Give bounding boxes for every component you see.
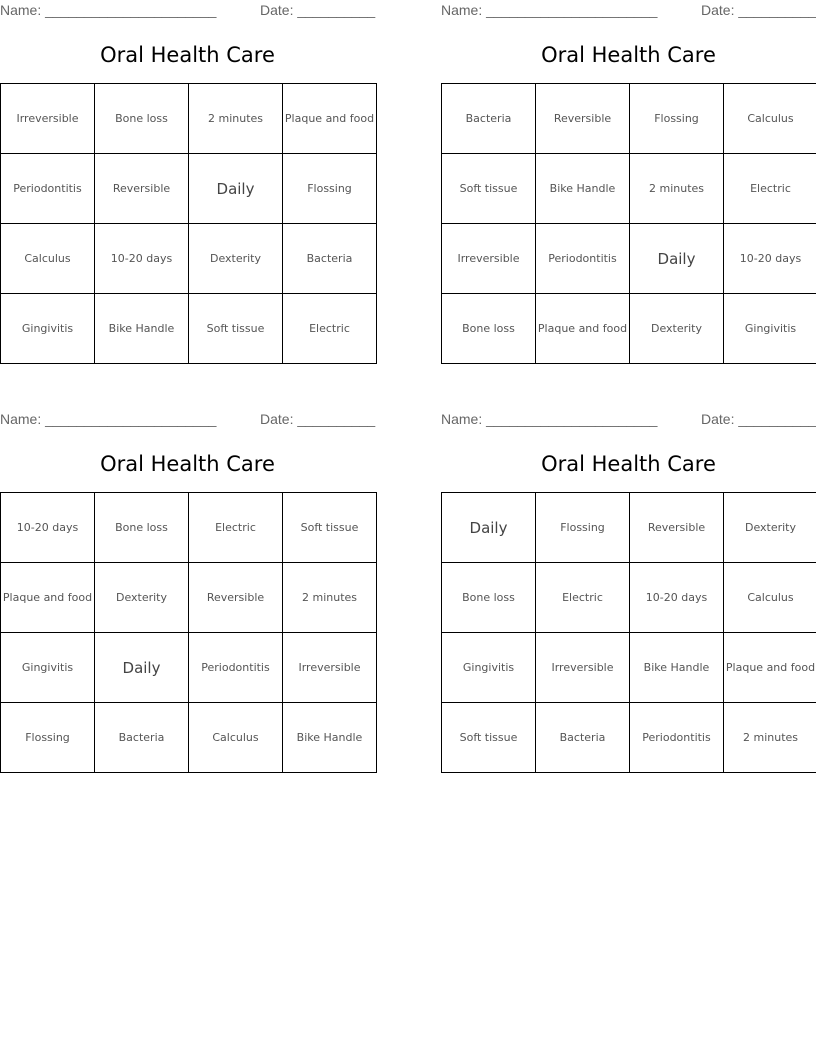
- grid-cell: Plaque and food: [536, 294, 630, 364]
- grid-cell: Irreversible: [1, 84, 95, 154]
- grid-cell: Daily: [189, 154, 283, 224]
- date-field[interactable]: Date: __________: [701, 411, 816, 427]
- grid-cell: Gingivitis: [442, 633, 536, 703]
- bingo-card-3: [0, 409, 376, 744]
- grid-cell: Daily: [442, 493, 536, 563]
- grid-cell: Periodontitis: [536, 224, 630, 294]
- grid-cell: Dexterity: [630, 294, 724, 364]
- grid-cell: Bacteria: [442, 84, 536, 154]
- grid-cell: Bacteria: [536, 703, 630, 773]
- grid-cell: Flossing: [630, 84, 724, 154]
- grid-cell: Bone loss: [442, 294, 536, 364]
- name-date-line: [441, 0, 816, 22]
- grid-cell: Gingivitis: [1, 633, 95, 703]
- grid-row: [1, 703, 377, 773]
- grid-cell: Daily: [95, 633, 189, 703]
- grid-row: [442, 633, 816, 703]
- grid-cell: Bike Handle: [283, 703, 377, 773]
- date-field[interactable]: Date: __________: [701, 2, 816, 18]
- name-field[interactable]: Name: ______________________: [0, 411, 217, 427]
- grid-cell: 10-20 days: [95, 224, 189, 294]
- card-title: Oral Health Care: [100, 43, 275, 67]
- grid-cell: Calculus: [1, 224, 95, 294]
- bingo-card-1: [0, 0, 376, 335]
- grid-cell: 2 minutes: [630, 154, 724, 224]
- grid-cell: 10-20 days: [724, 224, 816, 294]
- name-date-line: [441, 409, 816, 431]
- grid-cell: Calculus: [189, 703, 283, 773]
- grid-cell: Periodontitis: [630, 703, 724, 773]
- grid-cell: 2 minutes: [283, 563, 377, 633]
- grid-cell: 10-20 days: [630, 563, 724, 633]
- grid-row: [1, 633, 377, 703]
- grid-cell: Bike Handle: [95, 294, 189, 364]
- grid-cell: Soft tissue: [442, 703, 536, 773]
- grid-cell: Irreversible: [536, 633, 630, 703]
- grid-row: [442, 703, 816, 773]
- grid-row: [442, 84, 816, 154]
- grid-cell: Bike Handle: [536, 154, 630, 224]
- grid-cell: Periodontitis: [189, 633, 283, 703]
- grid-cell: Plaque and food: [283, 84, 377, 154]
- bingo-grid: [441, 83, 816, 364]
- grid-cell: Plaque and food: [724, 633, 816, 703]
- grid-row: [1, 224, 377, 294]
- grid-row: [442, 563, 816, 633]
- grid-cell: Daily: [630, 224, 724, 294]
- grid-cell: Bacteria: [95, 703, 189, 773]
- grid-cell: Gingivitis: [1, 294, 95, 364]
- grid-row: [442, 294, 816, 364]
- grid-row: [1, 294, 377, 364]
- bingo-grid: [0, 492, 377, 773]
- grid-cell: Soft tissue: [189, 294, 283, 364]
- grid-cell: Bacteria: [283, 224, 377, 294]
- grid-cell: Irreversible: [442, 224, 536, 294]
- grid-cell: Reversible: [630, 493, 724, 563]
- card-title: Oral Health Care: [100, 452, 275, 476]
- grid-row: [442, 493, 816, 563]
- bingo-card-2: [441, 0, 816, 335]
- grid-cell: Dexterity: [95, 563, 189, 633]
- grid-cell: Bone loss: [442, 563, 536, 633]
- grid-row: [1, 84, 377, 154]
- grid-cell: Reversible: [189, 563, 283, 633]
- grid-cell: Plaque and food: [1, 563, 95, 633]
- grid-row: [1, 563, 377, 633]
- date-field[interactable]: Date: __________: [260, 411, 376, 427]
- grid-cell: Calculus: [724, 563, 816, 633]
- grid-cell: 2 minutes: [189, 84, 283, 154]
- grid-cell: Reversible: [95, 154, 189, 224]
- grid-cell: Gingivitis: [724, 294, 816, 364]
- bingo-grid: [441, 492, 816, 773]
- grid-cell: Electric: [724, 154, 816, 224]
- date-field[interactable]: Date: __________: [260, 2, 376, 18]
- grid-cell: Flossing: [1, 703, 95, 773]
- grid-cell: Electric: [536, 563, 630, 633]
- grid-cell: 2 minutes: [724, 703, 816, 773]
- grid-cell: Soft tissue: [283, 493, 377, 563]
- name-date-line: [0, 409, 375, 431]
- grid-cell: Dexterity: [724, 493, 816, 563]
- name-date-line: [0, 0, 375, 22]
- grid-cell: Bone loss: [95, 493, 189, 563]
- bingo-card-4: [441, 409, 816, 744]
- grid-cell: Electric: [189, 493, 283, 563]
- grid-cell: Reversible: [536, 84, 630, 154]
- grid-cell: Bike Handle: [630, 633, 724, 703]
- grid-cell: Electric: [283, 294, 377, 364]
- card-title: Oral Health Care: [541, 452, 716, 476]
- grid-row: [1, 154, 377, 224]
- grid-cell: Flossing: [283, 154, 377, 224]
- bingo-grid: [0, 83, 377, 364]
- grid-row: [442, 224, 816, 294]
- grid-cell: 10-20 days: [1, 493, 95, 563]
- grid-cell: Flossing: [536, 493, 630, 563]
- grid-cell: Irreversible: [283, 633, 377, 703]
- name-field[interactable]: Name: ______________________: [441, 2, 658, 18]
- grid-cell: Periodontitis: [1, 154, 95, 224]
- name-field[interactable]: Name: ______________________: [0, 2, 217, 18]
- grid-cell: Calculus: [724, 84, 816, 154]
- name-field[interactable]: Name: ______________________: [441, 411, 658, 427]
- grid-cell: Dexterity: [189, 224, 283, 294]
- grid-cell: Soft tissue: [442, 154, 536, 224]
- grid-row: [1, 493, 377, 563]
- card-title: Oral Health Care: [541, 43, 716, 67]
- grid-row: [442, 154, 816, 224]
- grid-cell: Bone loss: [95, 84, 189, 154]
